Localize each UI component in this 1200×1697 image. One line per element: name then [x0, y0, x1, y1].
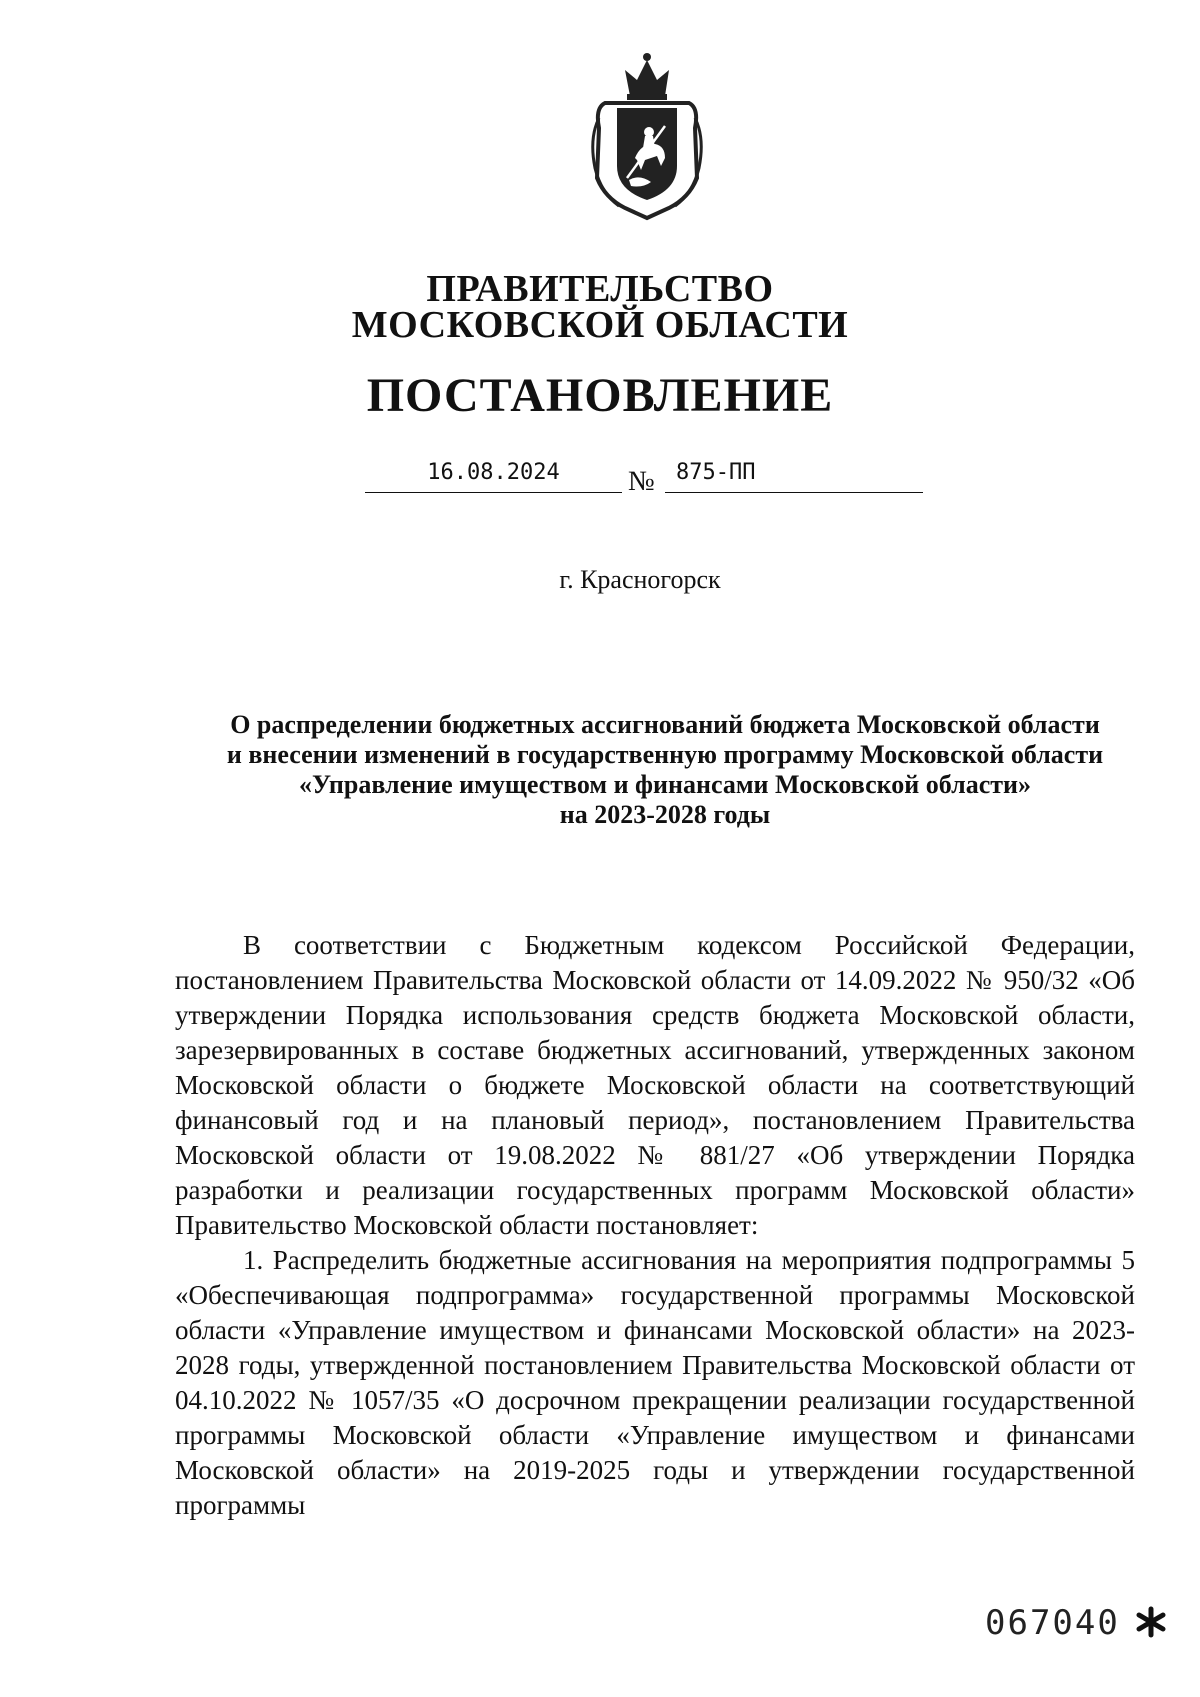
document-number: 875-ПП — [676, 460, 756, 485]
asterisk-icon — [1135, 1606, 1167, 1638]
document-title — [150, 710, 1180, 830]
issue-city: г. Красногорск — [559, 565, 721, 594]
title-line: и внесении изменений в государственную программу Московской области — [226, 740, 1104, 769]
footer-serial-code: 067040 — [985, 1603, 1120, 1643]
title-line: О распределении бюджетных ассигнований бюджета Московской области — [230, 710, 1100, 739]
organization-name-line-2: МОСКОВСКОЙ ОБЛАСТИ — [351, 304, 849, 346]
date-number-row — [0, 456, 1200, 496]
organization-name-line-1: ПРАВИТЕЛЬСТВО — [426, 268, 774, 310]
body-paragraph-1: 1. Распределить бюджетные ассигнования на мероприятия подпрограммы 5 «Обеспечивающая подпрограмма» государственной программы Московской области «Управление имуществом и финансами Московской области» на 2023-2028 годы, утвержденной постановлением Правительства Московской области от 04.10.2022 № 1057/35 «О досрочном прекращении реализации государственной программы Московской области «Управление имуществом и финансами Московской области» на 2019-2025 годы и утверждении государственной программы — [175, 1245, 1135, 1520]
document-body — [175, 928, 1135, 1523]
document-date: 16.08.2024 — [427, 460, 560, 485]
title-line: «Управление имуществом и финансами Московской области» — [298, 770, 1032, 799]
body-paragraph-preamble: В соответствии с Бюджетным кодексом Российской Федерации, постановлением Правительства Московской области от 14.09.2022 № 950/32 «Об утверждении Порядка использования средств бюджета Московской области, зарезервированных в составе бюджетных ассигнований, утвержденных законом Московской области о бюджете Московской области на соответствующий финансовый год и на плановый период», постановлением Правительства Московской области от 19.08.2022 № 881/27 «Об утверждении Порядка разработки и реализации государственных программ Московской области» Правительство Московской области постановляет: — [175, 930, 1135, 1240]
number-sign: № — [628, 466, 655, 497]
coat-of-arms-icon — [585, 48, 710, 223]
date-underline — [365, 492, 622, 493]
document-type: ПОСТАНОВЛЕНИЕ — [366, 369, 834, 422]
number-underline — [665, 492, 923, 493]
title-line: на 2023-2028 годы — [559, 800, 771, 829]
